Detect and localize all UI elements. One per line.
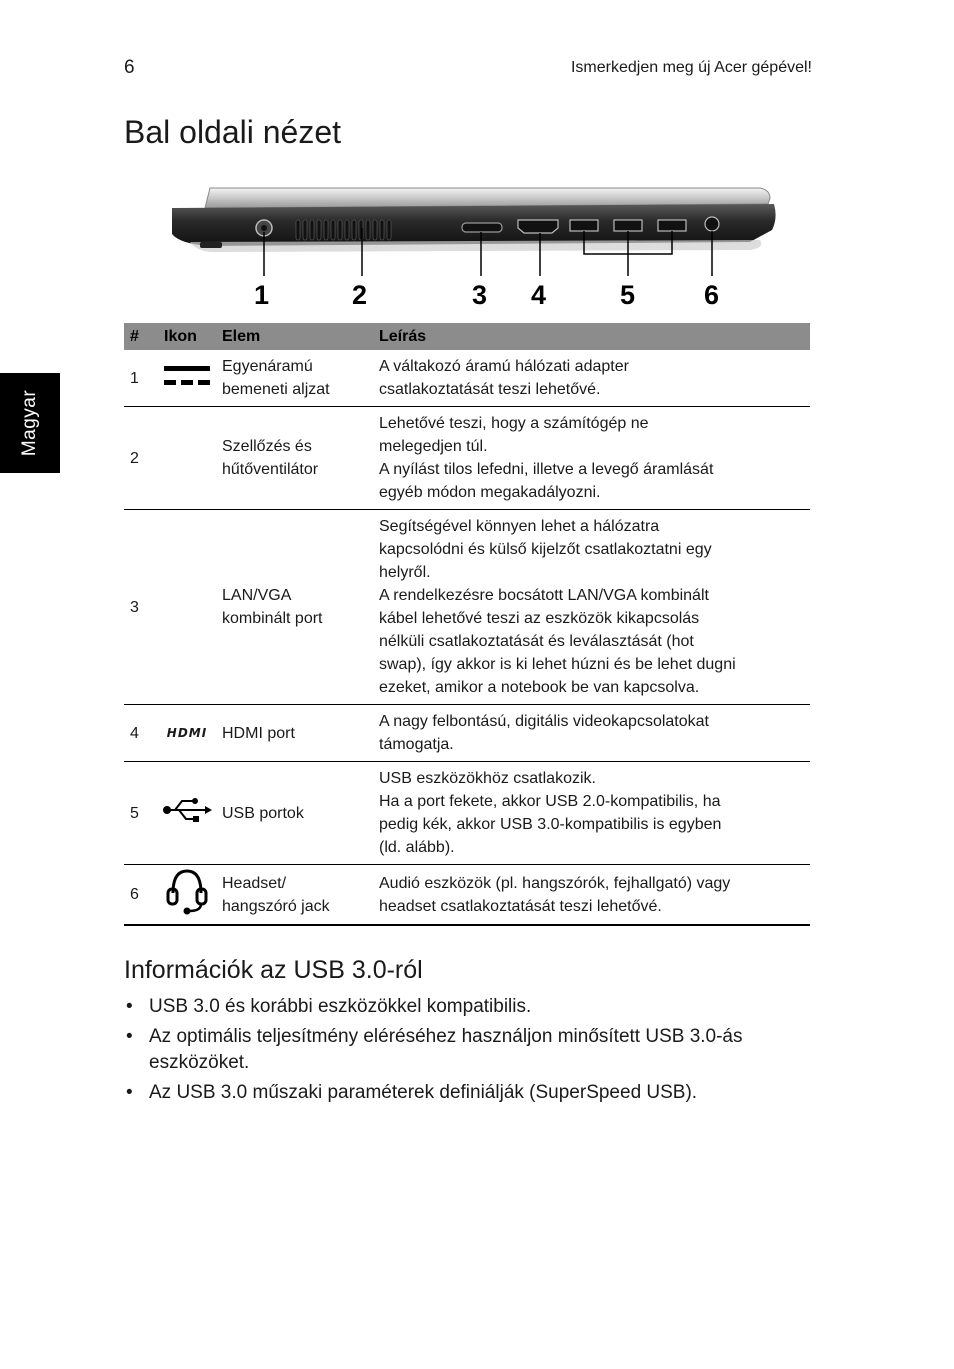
callout-2: 2 (352, 280, 368, 310)
row-desc-line: swap), így akkor is ki lehet húzni és be lehet dugni (379, 656, 736, 673)
row-num: 3 (124, 510, 158, 705)
row-elem-line: HDMI port (222, 724, 295, 742)
row-desc-line: Lehetővé teszi, hogy a számítógép ne (379, 415, 649, 432)
row-desc-line: helyről. (379, 564, 431, 581)
language-side-tab (0, 373, 60, 473)
callout-3: 3 (472, 280, 488, 310)
callout-4: 4 (531, 280, 547, 310)
row-elem-line: USB portok (222, 804, 304, 822)
row-elem-line: kombinált port (222, 610, 323, 627)
row-elem-line: LAN/VGA (222, 587, 292, 604)
row-desc-line: (ld. alább). (379, 839, 455, 856)
row-desc-line: melegedjen túl. (379, 438, 488, 455)
row-desc-line: Ha a port fekete, akkor USB 2.0-kompatibilis, ha (379, 793, 721, 810)
row-desc-line: USB eszközökhöz csatlakozik. (379, 770, 596, 787)
table-row (124, 705, 810, 762)
table-row (124, 865, 810, 926)
usb-icon (161, 796, 213, 824)
row-elem-line: bemeneti aljzat (222, 381, 330, 398)
row-desc-line: Audió eszközök (pl. hangszórók, fejhallgató) vagy (379, 874, 731, 892)
row-num: 2 (124, 407, 158, 510)
header-desc: Leírás (373, 323, 810, 350)
row-elem-line: hangszóró jack (222, 897, 330, 915)
row-desc-line: headset csatlakoztatását teszi lehetővé. (379, 897, 662, 915)
headset-icon (165, 865, 209, 917)
table-row (124, 350, 810, 407)
row-desc-line: kábel lehetővé teszi az eszközök kikapcsolás (379, 610, 700, 627)
row-desc-line: támogatja. (379, 736, 454, 753)
dc-power-icon (162, 360, 212, 390)
row-elem-line: Egyenáramú (222, 358, 313, 375)
row-desc-line: A rendelkezésre bocsátott LAN/VGA kombinált (379, 587, 709, 604)
row-num: 1 (124, 350, 158, 407)
ports-table (124, 323, 810, 926)
row-desc-line: A nagy felbontású, digitális videokapcsolatokat (379, 713, 709, 730)
page-number: 6 (124, 57, 135, 78)
language-label: Magyar (19, 389, 41, 457)
list-item: • USB 3.0 és korábbi eszközökkel kompatibilis. (124, 994, 824, 1020)
hdmi-icon: HDMI (166, 726, 208, 740)
row-desc-line: A nyílást tilos lefedni, illetve a levegő áramlását (379, 461, 714, 478)
row-desc-line: A váltakozó áramú hálózati adapter (379, 358, 629, 375)
running-title: Ismerkedjen meg új Acer gépével! (570, 59, 812, 76)
usb-section-heading: Információk az USB 3.0-ról (124, 956, 423, 984)
row-num: 5 (124, 762, 158, 865)
row-elem-line: Headset/ (222, 874, 287, 892)
row-desc-line: kapcsolódni és külső kijelzőt csatlakoztatni egy (379, 541, 712, 558)
callout-6: 6 (704, 280, 720, 310)
row-desc-line: ezeket, amikor a notebook be van kapcsolva. (379, 679, 700, 696)
row-num: 4 (124, 705, 158, 762)
row-desc-line: Segítségével könnyen lehet a hálózatra (379, 518, 660, 535)
list-item: • Az USB 3.0 műszaki paraméterek definiálják (SuperSpeed USB). (124, 1080, 824, 1106)
header-icon: Ikon (158, 323, 216, 350)
callout-5: 5 (620, 280, 636, 310)
table-row (124, 407, 810, 510)
table-row (124, 762, 810, 865)
row-elem-line: hűtőventilátor (222, 461, 319, 478)
row-desc-line: pedig kék, akkor USB 3.0-kompatibilis is egyben (379, 816, 722, 833)
header-num: # (124, 323, 158, 350)
table-header-row (124, 323, 810, 350)
usb-bullet-list (124, 994, 824, 1110)
callout-1: 1 (254, 280, 270, 310)
row-elem-line: Szellőzés és (222, 438, 312, 455)
list-item: • Az optimális teljesítmény eléréséhez használjon minősített USB 3.0-ás eszközöket. (124, 1024, 824, 1076)
page-title: Bal oldali nézet (124, 114, 342, 150)
table-row (124, 510, 810, 705)
row-desc-line: egyéb módon megakadályozni. (379, 484, 601, 501)
row-desc-line: nélküli csatlakoztatását és leválasztását (hot (379, 633, 694, 650)
row-desc-line: csatlakoztatását teszi lehetővé. (379, 381, 601, 398)
laptop-left-side-illustration (150, 178, 790, 318)
header-elem: Elem (216, 323, 373, 350)
row-num: 6 (124, 865, 158, 926)
